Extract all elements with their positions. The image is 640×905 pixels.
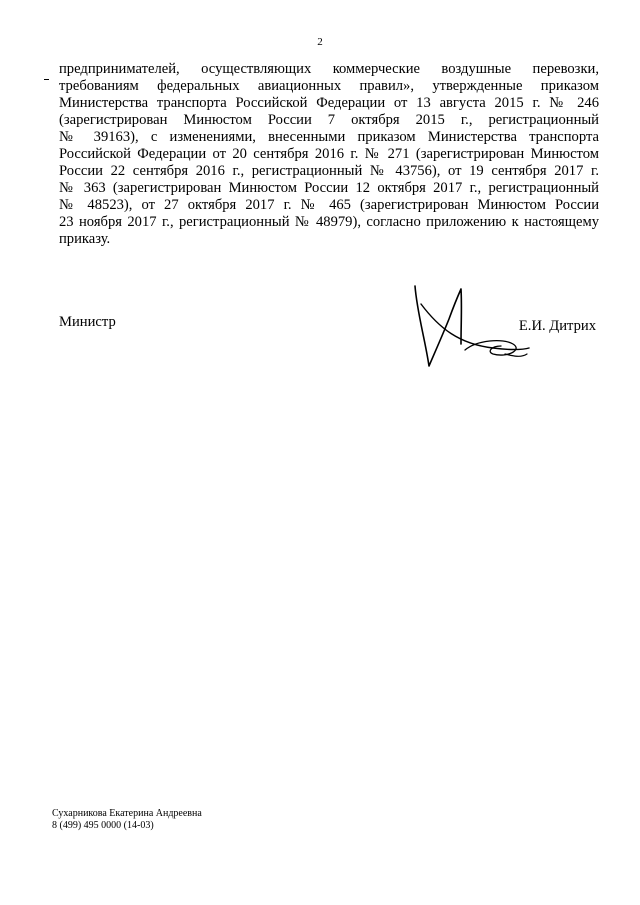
body-line-7: России 22 сентября 2016 г., регистрационный № 43756), от 19 сентября 2017 г. — [59, 163, 599, 179]
body-line-4: (зарегистрирован Минюстом России 7 октября 2015 г., регистрационный — [59, 112, 599, 128]
page-number: 2 — [317, 36, 323, 48]
margin-tick-mark — [44, 79, 49, 80]
contact-phone: 8 (499) 495 0000 (14-03) — [52, 820, 154, 831]
body-line-3: Министерства транспорта Российской Федерации от 13 августа 2015 г. № 246 — [59, 95, 599, 111]
body-line-2: требованиям федеральных авиационных правил», утвержденные приказом — [59, 78, 599, 94]
handwritten-signature — [405, 284, 535, 369]
body-line-5: № 39163), с изменениями, внесенными приказом Министерства транспорта — [59, 129, 599, 145]
body-line-9: № 48523), от 27 октября 2017 г. № 465 (зарегистрирован Минюстом России — [59, 197, 599, 213]
signatory-role: Министр — [59, 314, 116, 330]
body-line-1: предпринимателей, осуществляющих коммерческие воздушные перевозки, — [59, 61, 599, 77]
body-line-10: 23 ноября 2017 г., регистрационный № 48979), согласно приложению к настоящему — [59, 214, 599, 230]
body-line-6: Российской Федерации от 20 сентября 2016 г. № 271 (зарегистрирован Минюстом — [59, 146, 599, 162]
body-line-8: № 363 (зарегистрирован Минюстом России 12 октября 2017 г., регистрационный — [59, 180, 599, 196]
contact-person: Сухарникова Екатерина Андреевна — [52, 808, 202, 819]
body-line-11: приказу. — [59, 231, 111, 247]
signatory-name: Е.И. Дитрих — [518, 318, 596, 334]
